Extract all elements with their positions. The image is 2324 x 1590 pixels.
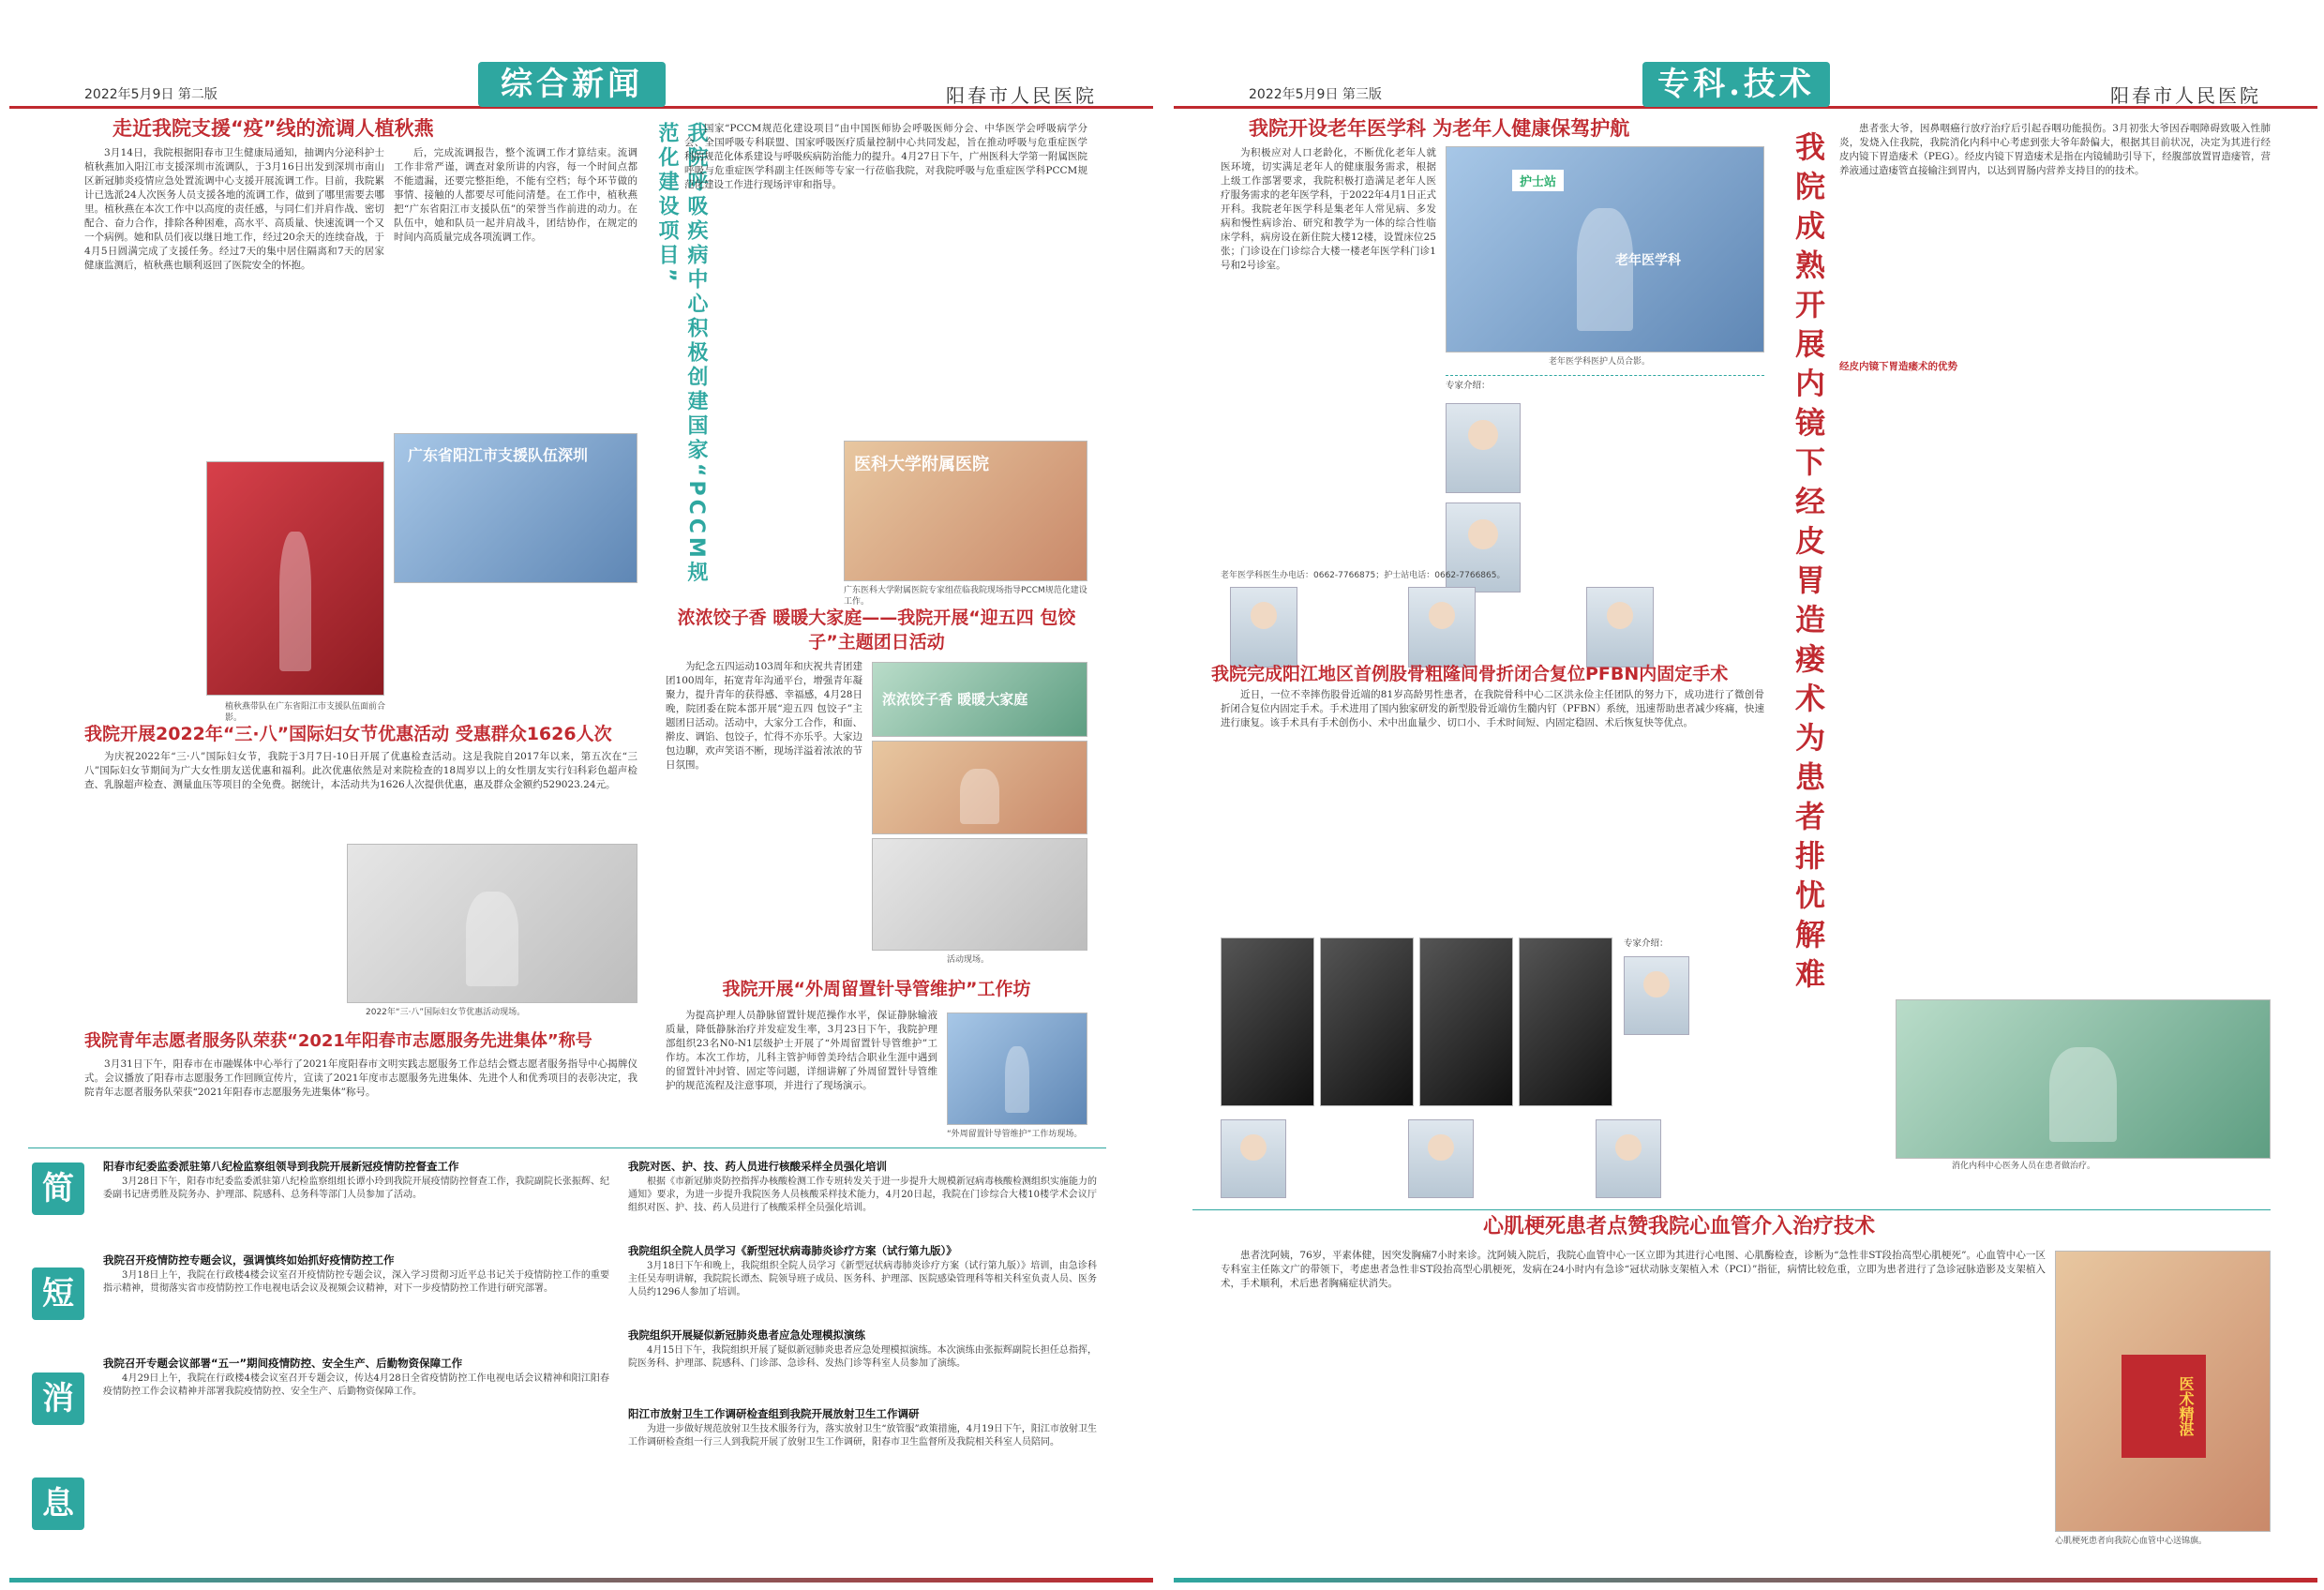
expert-portrait: [1230, 587, 1297, 668]
expert-portrait: [1624, 956, 1689, 1035]
expert-portrait: [1408, 1119, 1474, 1198]
xray-image: [1419, 938, 1513, 1106]
article-body: 为庆祝2022年“三·八”国际妇女节，我院于3月7日-10日开展了优惠检查活动。这是我院自2017年以来，第五次在“三八”国际妇女节期间为广大女性朋友送优惠和福利。此次优惠依然是对来院检查的18周岁以上的女性朋友实行妇科彩色超声检查、乳腺超声检查、测量血压等项目的全免费。据统计，本活动共为1626人次提供优惠，惠及群众金额约529023.24元。: [84, 751, 637, 790]
expert-portrait: [1596, 1119, 1661, 1198]
issue-date: 2022年5月9日 第三版: [1249, 87, 1382, 102]
vertical-heading: 我院呼吸疾病中心积极创建国家“PCCM规范化建设项目”: [655, 122, 708, 586]
brief-body: 3月28日下午，阳春市纪委监委派驻第八纪检监察组组长谭小玲到我院开展疫情防控督查工作，我院副院长张振辉、纪委副书记唐勇胜及院务办、护理部、院感科、总务科等部门人员参加了活动。: [103, 1177, 609, 1200]
article-headline: 我院开设老年医学科 为老年人健康保驾护航: [1249, 117, 1630, 140]
article-body: 3月14日，我院根据阳春市卫生健康局通知，抽调内分泌科护士植秋燕加入阳江市支援深圳市流调队，于3月16日出发到深圳市南山区新冠肺炎疫情应急处置流调中心支援开展流调工作。目前，我院累计已选派24人次医务人员支援各地的流调工作，做到了哪里需要去哪里。植秋燕在本次工作中以高度的责任感，与同仁们并肩作战、密切配合、奋力合作，排除各种困难，高水平、高质量、快速流调一个又一个病例。她和队员们夜以继日地工作，经过20余天的连续奋战，于4月5日圆满完成了支援任务。经过7天的集中居住隔离和7天的居家健康监测后，植秋燕也顺利返回了医院安全的怀抱。: [84, 147, 384, 271]
brief-body: 4月15日下午，我院组织开展了疑似新冠肺炎患者应急处理模拟演练。本次演练由张振辉副院长担任总指挥，院医务科、护理部、院感科、门诊部、急诊科、发热门诊等科室人员参加了演练。: [628, 1345, 1097, 1369]
divider: [1192, 1209, 2271, 1210]
brief-body: 3月18日上午，我院在行政楼4楼会议室召开疫情防控专题会议，深入学习贯彻习近平总书记关于疫情防控工作的重要指示精神，贯彻落实省市疫情防控工作电视电话会议及视频会议精神，对下一步疫情防控工作进行研究部署。: [103, 1270, 609, 1294]
article-body: 国家“PCCM规范化建设项目”由中国医师协会呼吸医师分会、中华医学会呼吸病学分会、全国呼吸专科联盟、国家呼吸医疗质量控制中心共同发起，旨在推动呼吸与危重症医学科的规范化体系建设与呼吸疾病防治能力的提升。4月27日下午，广州医科大学第一附属医院呼吸与危重症医学科副主任医师等专家一行莅临我院，对我院呼吸与危重症医学科PCCM规范化建设工作进行现场评审和指导。: [684, 123, 1087, 190]
brief-char: 简: [32, 1162, 84, 1215]
hospital-name: 阳春市人民医院: [946, 84, 1097, 107]
brief-char: 短: [32, 1268, 84, 1320]
photo-caption: 消化内科中心医务人员在患者做治疗。: [1952, 1162, 2096, 1171]
page-footer-bar: [1174, 1578, 2317, 1582]
expert-intro: 专家介绍：: [1624, 938, 1669, 949]
expert-visit-photo: [844, 441, 1087, 581]
event-photo: [347, 844, 637, 1003]
endoscopy-photo: [1896, 999, 2271, 1159]
photo-caption: 心肌梗死患者向我院心血管中心送锦旗。: [2055, 1537, 2208, 1546]
photo-banner: 浓浓饺子香 暖暖大家庭: [882, 691, 1028, 708]
group-photo: [872, 741, 1087, 834]
brief-body: 为进一步做好规范放射卫生技术服务行为，落实放射卫生“放管服”政策措施，4月19日下午，阳江市放射卫生工作调研检查组一行三人到我院开展了放射卫生工作调研，阳春市卫生监督所及我院相关科室人员陪同。: [628, 1424, 1097, 1448]
brief-body: 4月29日上午，我院在行政楼4楼会议室召开专题会议，传达4月28日全省疫情防控工作电视电话会议精神和阳江阳春疫情防控工作会议精神并部署我院疫情防控、安全生产、后勤物资保障工作。: [103, 1373, 609, 1397]
expert-portrait: [1446, 403, 1521, 493]
brief-item: [628, 1328, 1097, 1371]
brief-char: 息: [32, 1478, 84, 1530]
brief-item: [103, 1356, 609, 1399]
photo-caption: 2022年“三·八”国际妇女节优惠活动现场。: [366, 1008, 526, 1017]
page-footer-bar: [9, 1578, 1153, 1582]
banner-award-photo: [2055, 1251, 2271, 1532]
brief-body: 3月18日下午和晚上，我院组织全院人员学习《新型冠状病毒肺炎诊疗方案（试行第九版）》培训，由急诊科主任吴寿明讲解，我院院长谭杰、院领导班子成员、医务科、护理部、医院感染管理科等相关科室负责人员、医务人员约1296人参加了培训。: [628, 1261, 1097, 1298]
article-headline: 心肌梗死患者点赞我院心血管介入治疗技术: [1483, 1215, 1876, 1238]
expert-label: 专家介绍：: [1446, 381, 1491, 391]
xray-image: [1221, 938, 1314, 1106]
article-headline: 走近我院支援“疫”线的流调人植秋燕: [112, 117, 434, 140]
article-headline: 我院开展2022年“三·八”国际妇女节优惠活动 受惠群众1626人次: [84, 724, 612, 744]
brief-item: [628, 1243, 1097, 1299]
brief-title: 我院召开专题会议部署“五一”期间疫情防控、安全生产、后勤物资保障工作: [103, 1357, 463, 1370]
masthead: [1174, 68, 2317, 109]
photo-caption: 活动现场。: [947, 955, 990, 965]
brief-body: 根据《市新冠肺炎防控指挥办核酸检测工作专班转发关于进一步提升大规模新冠病毒核酸检测组织实施能力的通知》要求，为进一步提升我院医务人员核酸采样技术能力，4月20日起，我院在门诊综合大楼10楼学术会议厅组织对医、护、技、药人员进行了核酸采样全员强化培训。: [628, 1177, 1097, 1213]
article-body: 为提高护理人员静脉留置针规范操作水平，保证静脉输液质量，降低静脉治疗并发症发生率，3月23日下午，我院护理部组织23名N0-N1层级护士开展了“外周留置针导管维护”工作坊。本次工作坊，儿科主管护师曾美玲结合职业生涯中遇到的留置针冲封管、固定等问题，详细讲解了外周留置针导管维护的规范流程及注意事项，并进行了现场演示。: [666, 1010, 937, 1091]
photo-caption: 植秋燕带队在广东省阳江市支援队伍面前合影。: [225, 702, 386, 723]
article-body: 近日，一位不幸摔伤股骨近端的81岁高龄男性患者，在我院骨科中心二区洪永俭主任团队的努力下，成功进行了微创骨折闭合复位内固定手术。手术进用了国内独家研发的新型股骨近端仿生髓内钉（PFBN）系统，迅速帮助患者减少疼痛，快速进行康复。该手术具有手术创伤小、术中出血量少、切口小、手术时间短、内固定稳固、术后恢复快等优点。: [1221, 689, 1764, 728]
article-body: 为积极应对人口老龄化，不断优化老年人就医环境，切实满足老年人的健康服务需求，根据上级工作部署要求，我院积极打造满足老年人医疗服务需求的老年医学科，于2022年4月1日正式开科。我院老年医学科是集老年人常见病、多发病和慢性病诊治、研究和教学为一体的综合性临床学科，病房设在新住院大楼12楼，设置床位25张；门诊设在门诊综合大楼一楼老年医学科门诊1号和2号诊室。: [1221, 147, 1436, 271]
article-body-column: 后，完成流调报告，整个流调工作才算结束。流调工作非常严谨，调查对象所讲的内容，每一个时间点都不能遗漏，还要完整拒绝，不能有空档；每个环节做的事情、接触的人都要尽可能问清楚。在工作中，植秋燕把“广东省阳江市支援队伍”的荣誉当作前进的动力。在队伍中，她和队员一起并肩战斗，团结协作，在规定的时间内高质量完成各项流调工作。: [394, 147, 637, 243]
article-body: 3月31日下午，阳春市在市融媒体中心举行了2021年度阳春市文明实践志愿服务工作总结会暨志愿者服务指导中心揭牌仪式。会议播放了阳春市志愿服务工作回顾宣传片，宣读了2021年度市志愿服务先进集体、先进个人和优秀项目的表彰决定，我院青年志愿者服务队荣获“2021年阳春市志愿服务先进集体”称号。: [84, 1058, 637, 1098]
masthead: [9, 68, 1153, 109]
article-headline: 我院完成阳江地区首例股骨粗隆间骨折闭合复位PFBN内固定手术: [1211, 664, 1729, 684]
xray-image: [1320, 938, 1414, 1106]
page-three: [1174, 0, 2317, 1590]
brief-title: 我院组织开展疑似新冠肺炎患者应急处理模拟演练: [628, 1328, 865, 1342]
article-body: 患者沈阿姨，76岁，平素体健，因突发胸痛7小时来诊。沈阿姨入院后，我院心血管中心一区立即为其进行心电图、心肌酶检查，诊断为“急性非ST段抬高型心肌梗死”。心血管中心一区专科室主任陈文广的带领下，考虑患者急性非ST段抬高型心肌梗死，发病在24小时内有急诊“冠状动脉支架植入术（PCI）”指征，病情比较危重，立即为患者进行了急诊冠脉造影及支架植入术，手术顺利，术后患者胸痛症状消失。: [1221, 1250, 2046, 1289]
article-body: 患者张大爷，因鼻咽癌行放疗治疗后引起吞咽功能损伤。3月初张大爷因吞咽障碍致吸入性肺炎，发烧入住我院，我院消化内科中心考虑到张大爷年龄偏大，根据其目前状况，决定为其进行经皮内镜下胃造瘘术（PEG）。经皮内镜下胃造瘘术是指在内镜辅助引导下，经腹部放置胃造瘘管，营养液通过造瘘管直接输注到胃内，以达到胃肠内营养支持目的的技术。: [1839, 123, 2271, 176]
brief-title: 我院组织全院人员学习《新型冠状病毒肺炎诊疗方案（试行第九版）》: [628, 1244, 957, 1257]
expert-portrait: [1408, 587, 1476, 668]
section-title: 综合新闻: [478, 62, 666, 107]
article-headline: 我院青年志愿者服务队荣获“2021年阳春市志愿服务先进集体”称号: [84, 1031, 592, 1051]
brief-item: [103, 1252, 609, 1296]
brief-item: [628, 1406, 1097, 1449]
photo-caption: 老年医学科医护人员合影。: [1549, 357, 1651, 367]
brief-title: 我院召开疫情防控专题会议，强调慎终如始抓好疫情防控工作: [103, 1253, 395, 1267]
brief-char: 消: [32, 1372, 84, 1425]
photo-banner: 医科大学附属医院: [854, 455, 989, 474]
photo-sign: 护士站: [1512, 170, 1564, 191]
brief-title: 我院对医、护、技、药人员进行核酸采样全员强化培训: [628, 1160, 887, 1173]
list-title: 经皮内镜下胃造瘘术的优势: [1839, 361, 1957, 372]
photo-caption: 广东医科大学附属医院专家组莅临我院现场指导PCCM规范化建设工作。: [844, 586, 1087, 607]
brief-news-label: [32, 1162, 88, 1582]
award-photo: [206, 461, 384, 696]
expert-portrait: [1586, 587, 1654, 668]
photo-caption: “外周留置针导管维护”工作坊现场。: [947, 1130, 1083, 1139]
brief-item: [628, 1159, 1097, 1215]
article-headline: 我院开展“外周留置针导管维护”工作坊: [722, 979, 1031, 999]
xray-image: [1519, 938, 1612, 1106]
brief-item: [103, 1159, 609, 1202]
article-body: 为纪念五四运动103周年和庆祝共青团建团100周年，拓宽青年沟通平台，增强青年凝聚力，提升青年的获得感、幸福感，4月28日晚，院团委在院本部开展“迎五四 包饺子”主题团日活动。活动中，大家分工合作，和面、擀皮、调馅、包饺子，忙得不亦乐乎。大家边包边聊，欢声笑语不断，现场洋溢着浓浓的节日氛围。: [666, 661, 862, 771]
silk-banner: 医术精湛: [2122, 1355, 2206, 1458]
workshop-photo: [947, 1012, 1087, 1125]
contact-phone: 老年医学科医生办电话：0662-7766875；护士站电话：0662-7766865。: [1221, 571, 1506, 580]
hospital-name: 阳春市人民医院: [2110, 84, 2261, 107]
dumplings-photo: [872, 838, 1087, 951]
brief-title: 阳江市放射卫生工作调研检查组到我院开展放射卫生工作调研: [628, 1407, 920, 1420]
vertical-heading: 我院成熟开展内镜下经皮胃造瘘术为患者排忧解难: [1791, 131, 1826, 998]
photo-sign: 老年医学科: [1615, 253, 1681, 268]
brief-title: 阳春市纪委监委派驻第八纪检监察组领导到我院开展新冠疫情防控督查工作: [103, 1160, 459, 1173]
page-two: [9, 0, 1153, 1590]
article-headline: 浓浓饺子香 暖暖大家庭——我院开展“迎五四 包饺子”主题团日活动: [677, 608, 1076, 652]
issue-date: 2022年5月9日 第二版: [84, 87, 217, 102]
dumpling-banner-photo: [872, 662, 1087, 737]
geriatrics-team-photo: [1446, 146, 1764, 352]
section-title: 专科.技术: [1642, 62, 1830, 107]
team-photo: [394, 433, 637, 583]
photo-banner: 广东省阳江市支援队伍深圳: [408, 446, 589, 464]
expert-portrait: [1221, 1119, 1286, 1198]
